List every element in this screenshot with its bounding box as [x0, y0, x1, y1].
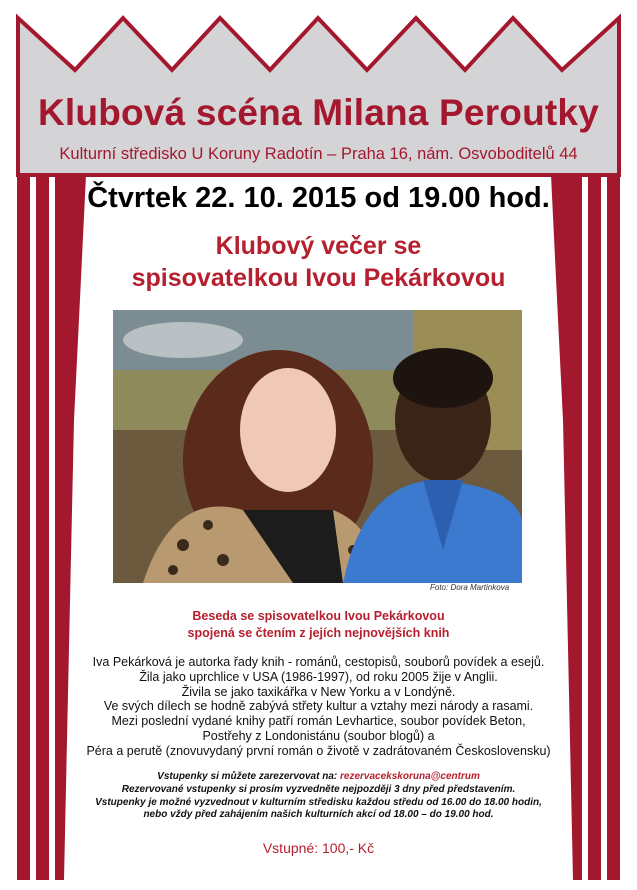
headline-line-1: Klubový večer se: [215, 232, 422, 260]
reservation-line-2: Rezervované vstupenky si prosím vyzvedněte nejpozději 3 dny před představením.: [121, 783, 516, 795]
page-title: Klubová scéna Milana Peroutky: [38, 92, 599, 133]
description-line: Mezi poslední vydané knihy patří román Levhartice, soubor povídek Beton,: [111, 714, 526, 729]
event-date: Čtvrtek 22. 10. 2015 od 19.00 hod.: [87, 182, 550, 214]
description-line: Ve svých dílech se hodně zabývá střety kultur a vztahy mezi národy a rasami.: [103, 699, 534, 714]
lead-line-2: spojená se čtením z jejích nejnovějších knih: [187, 626, 450, 640]
event-lead: [0, 608, 637, 642]
author-photo: [113, 310, 522, 583]
reservation-prefix: Vstupenky si můžete zarezervovat na:: [157, 771, 341, 782]
description-line: Živila se jako taxikářka v New Yorku a v Londýně.: [181, 684, 456, 699]
description-line: Postřehy z Londonistánu (soubor blogů) a: [202, 728, 435, 743]
venue-address: Kulturní středisko U Koruny Radotín – Praha 16, nám. Osvoboditelů 44: [59, 145, 578, 163]
reservation-line-1: [60, 771, 577, 784]
description-line: Žila jako uprchlice v USA (1986-1997), od roku 2005 žije v Anglii.: [139, 669, 498, 684]
event-headline: [0, 230, 637, 294]
photo-credit: Foto: Dora Martinkova: [430, 583, 510, 592]
reservation-email-link[interactable]: rezervacekskoruna@centrum: [340, 771, 480, 782]
lead-line-1: Beseda se spisovatelkou Ivou Pekárkovou: [192, 609, 445, 623]
description-line: Iva Pekárková je autorka řady knih - románů, cestopisů, souborů povídek a esejů.: [92, 655, 545, 669]
description-line: Péra a perutě (znovuvydaný první román o životě v zadrátovaném Československu): [86, 743, 551, 758]
reservation-line-3: Vstupenky je možné vyzvednout v kulturním středisku každou středu od 16.00 do 18.00 hodin,: [95, 796, 542, 808]
reservation-info: [60, 771, 577, 822]
reservation-line-4: nebo vždy před zahájením našich kulturních akcí od 18.00 – do 19.00 hod.: [143, 809, 494, 821]
admission-price: Vstupné: 100,- Kč: [262, 840, 375, 856]
author-description: [60, 655, 577, 759]
headline-line-2: spisovatelkou Ivou Pekárkovou: [131, 264, 506, 292]
